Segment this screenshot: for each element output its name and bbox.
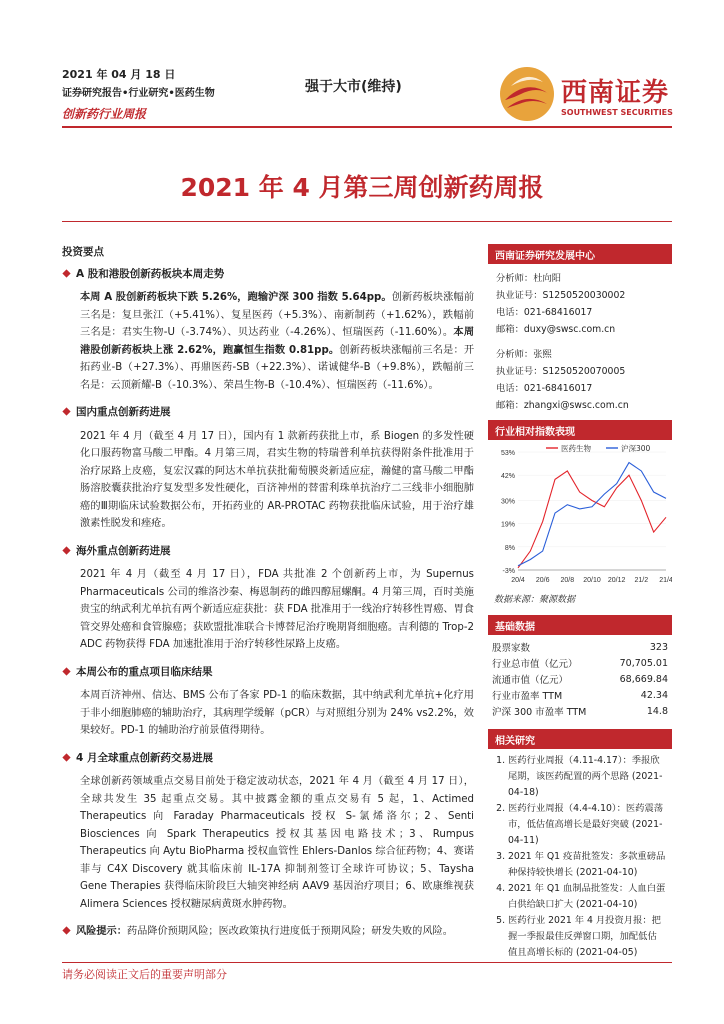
legend-label: 沪深300 — [621, 444, 651, 453]
section-title: 4 月全球重点创新药交易进展 — [76, 751, 213, 764]
section-text: 创新药板块涨幅前三名是：复旦张江（+5.41%）、复星医药（+5.3%）、南新制药（+1.62%），跌幅前三名是：君实生物-U（-3.74%）、贝达药业（-4.26%）、恒瑞医药（-11.60%）。 — [80, 292, 475, 338]
risk-label: 风险提示： — [76, 926, 127, 937]
relative-index-chart — [488, 440, 672, 590]
logo-mark-icon — [497, 64, 557, 124]
chart-source: 数据来源：聚源数据 — [494, 595, 576, 605]
report-type: 证券研究报告•行业研究•医药生物 — [62, 88, 215, 99]
section-bold-text: 本周 A 股创新药板块下跌 5.26%，跑输沪深 300 指数 5.64pp。 — [80, 292, 392, 303]
analyst-phone: 电话：021-68416017 — [496, 307, 593, 318]
list-item[interactable]: 4. 2021 年 Q1 血制品批签发：人血白蛋白供给缺口扩大 (2021-04-10) — [508, 881, 666, 913]
section-title: 本周公布的重点项目临床结果 — [76, 665, 213, 678]
y-tick-label: 8% — [504, 544, 515, 552]
y-tick-label: -3% — [502, 568, 515, 575]
logo-en-text: SOUTHWEST SECURITIES — [561, 108, 673, 117]
investment-summary — [62, 244, 474, 951]
section-title: A 股和港股创新药板块本周走势 — [76, 267, 225, 280]
bullet-icon — [62, 753, 70, 761]
section-risk — [62, 923, 474, 941]
table-row: 股票家数 323 — [492, 641, 668, 654]
analyst-name: 分析师：杜向阳 — [496, 273, 562, 284]
rating: 强于大市(维持) — [305, 79, 402, 95]
section-clinical — [62, 664, 474, 740]
section-market — [62, 266, 474, 395]
table-row: 行业市盈率 TTM 42.34 — [492, 689, 668, 702]
legend-label: 医药生物 — [561, 444, 591, 453]
logo-cn-text: 西南证券 — [561, 78, 670, 108]
basic-data-table — [488, 639, 672, 719]
list-item[interactable]: 5. 医药行业 2021 年 4 月投资月报：把握一季报最佳反弹窗口期，加配低估值且高增长标的 (2021-04-05) — [508, 913, 666, 961]
section-text: 2021 年 4 月（截至 4 月 17 日），FDA 共批准 2 个创新药上市，为 Supernus Pharmaceuticals 公司的维洛沙秦、梅恩制药的雌四醇屈螺酮。4 月第三周，百时美施贵宝的纳武利尤单抗有两个新适应症获批：获 FDA 批准用于一线治疗转移性胃癌、胃食管交界处癌和食管腺癌；获欧盟批准联合卡博替尼治疗晚期肾细胞癌。吉利德的 Trop-2 ADC 药物获得 FDA 加速批准用于治疗转移性尿路上皮癌。 — [80, 569, 474, 650]
title-divider — [62, 221, 672, 222]
section-text: 2021 年 4 月（截至 4 月 17 日），国内有 1 款新药获批上市，系 Biogen 的多发性硬化口服药物富马酸二甲酯。4 月第三周，君实生物的特瑞普利单抗获得附条件批准用于治疗尿路上皮癌，复宏汉霖的阿达木单抗获批葡萄膜炎新适应症，瀚健的富马酸二甲酯肠溶胶囊获批治疗复发型多发性硬化，百济神州的替雷利珠单抗治疗二三线非小细胞肺癌的Ⅲ期临床试验数据公布，开拓药业的 AR-PROTAC 药物获批临床试验，用于治疗雄激素性脱发和痤疮。 — [80, 430, 474, 529]
bullet-icon — [62, 546, 70, 554]
section-title: 海外重点创新药进展 — [76, 544, 171, 557]
section-deals — [62, 750, 474, 914]
y-tick-label: 19% — [500, 521, 515, 529]
x-tick-label: 20/8 — [560, 577, 575, 584]
related-research-title: 相关研究 — [488, 729, 672, 749]
sidebar — [488, 244, 672, 961]
research-center-title: 西南证券研究发展中心 — [488, 244, 672, 264]
chart-title: 行业相对指数表现 — [488, 420, 672, 440]
y-tick-label: 42% — [500, 473, 515, 481]
risk-text: 药品降价预期风险；医改政策执行进度低于预期风险；研发失败的风险。 — [126, 926, 453, 937]
y-tick-label: 30% — [500, 498, 515, 506]
footer-disclaimer: 请务必阅读正文后的重要声明部分 — [62, 968, 227, 981]
page-title: 2021 年 4 月第三周创新药周报 — [180, 173, 544, 202]
section-title: 国内重点创新药进展 — [76, 406, 171, 418]
section-overseas — [62, 543, 474, 654]
section-text: 本周百济神州、信达、BMS 公布了各家 PD-1 的临床数据，其中纳武利尤单抗+化疗用于非小细胞肺癌的辅助治疗，其病理学缓解（pCR）与对照组分别为 24% vs2.2%，效果较好。PD-1 的辅助治疗前景值得期待。 — [80, 690, 474, 736]
chart-svg — [488, 440, 672, 590]
section-text: 全球创新药领域重点交易目前处于稳定波动状态，2021 年 4 月（截至 4 月 17 日），全球共发生 35 起重点交易。其中披露金额的重点交易有 5 起，1、Actimed Therapeutics 向 Faraday Pharmaceuticals 授权 S-氯烯洛尔；2、Senti Biosciences 向 Spark Therapeutics 授权其基因电路技术；3、Rumpus Therapeutics 向 Aytu BioPharma 授权血管性 Ehlers-Danlos 综合征药物；4、赛诺菲与 C4X Discovery 就其临床前 IL-17A 抑制剂签订全球许可协议；5、Taysha Gene Therapies 获得临床阶段巨大轴突神经病 AAV9 基因治疗项目；6、欧康维视获 Alimera Sciences 授权糖尿病黄斑水肿药物。 — [80, 776, 474, 910]
analyst-phone: 电话：021-68416017 — [496, 383, 593, 394]
bullet-icon — [62, 926, 70, 934]
x-tick-label: 20/4 — [511, 577, 525, 584]
series-line — [518, 463, 666, 566]
basic-data-title: 基础数据 — [488, 615, 672, 635]
x-tick-label: 21/4 — [659, 577, 672, 584]
analyst-email[interactable]: 邮箱：duxy@swsc.com.cn — [496, 324, 616, 335]
x-tick-label: 20/12 — [607, 577, 626, 584]
analyst-list — [488, 264, 672, 420]
bullet-icon — [62, 269, 70, 277]
table-row: 流通市值（亿元） 68,669.84 — [492, 673, 668, 686]
report-date: 2021 年 04 月 18 日 — [62, 68, 176, 81]
y-tick-label: 53% — [500, 450, 515, 457]
x-tick-label: 21/2 — [634, 577, 649, 584]
summary-heading: 投资要点 — [62, 246, 104, 258]
list-item[interactable]: 3. 2021 年 Q1 疫苗批签发：多款重磅品种保持较快增长 (2021-04-10) — [508, 849, 666, 881]
bullet-icon — [62, 407, 70, 415]
x-tick-label: 20/10 — [583, 577, 601, 584]
analyst-email[interactable]: 邮箱：zhangxi@swsc.com.cn — [496, 400, 629, 411]
footer-divider — [62, 962, 672, 963]
bullet-icon — [62, 667, 70, 675]
report-subtitle: 创新药行业周报 — [62, 107, 147, 121]
list-item[interactable]: 1. 医药行业周报（4.11-4.17）：季报欣尾期，该医药配置的两个思路 (2021-04-18) — [508, 753, 666, 801]
company-logo — [497, 64, 687, 124]
section-bold-text: 本周港股创新药板块上涨 2.62%，跑赢恒生指数 0.81pp。 — [80, 327, 475, 356]
section-text: 创新药板块涨幅前三名是：开拓药业-B（+27.3%）、再鼎医药-SB（+22.3%）、诺诚健华-B（+9.8%），跌幅前三名是：云顶新耀-B（-10.3%）、荣昌生物-B（-10.4%）、恒瑞医药（-11.6%）。 — [80, 344, 475, 391]
list-item[interactable]: 2. 医药行业周报（4.4-4.10）：医药震荡市，低估值高增长是最好突破 (2021-04-11) — [508, 801, 666, 849]
table-row: 行业总市值（亿元） 70,705.01 — [492, 657, 668, 670]
analyst-cert: 执业证号：S1250520030002 — [496, 290, 626, 301]
x-tick-label: 20/6 — [535, 577, 550, 584]
analyst-name: 分析师：张熙 — [496, 349, 552, 360]
related-research-list — [488, 749, 672, 961]
analyst-cert: 执业证号：S1250520070005 — [496, 366, 626, 377]
section-domestic — [62, 404, 474, 533]
header-divider — [62, 126, 672, 128]
table-row: 沪深 300 市盈率 TTM 14.8 — [492, 705, 668, 718]
